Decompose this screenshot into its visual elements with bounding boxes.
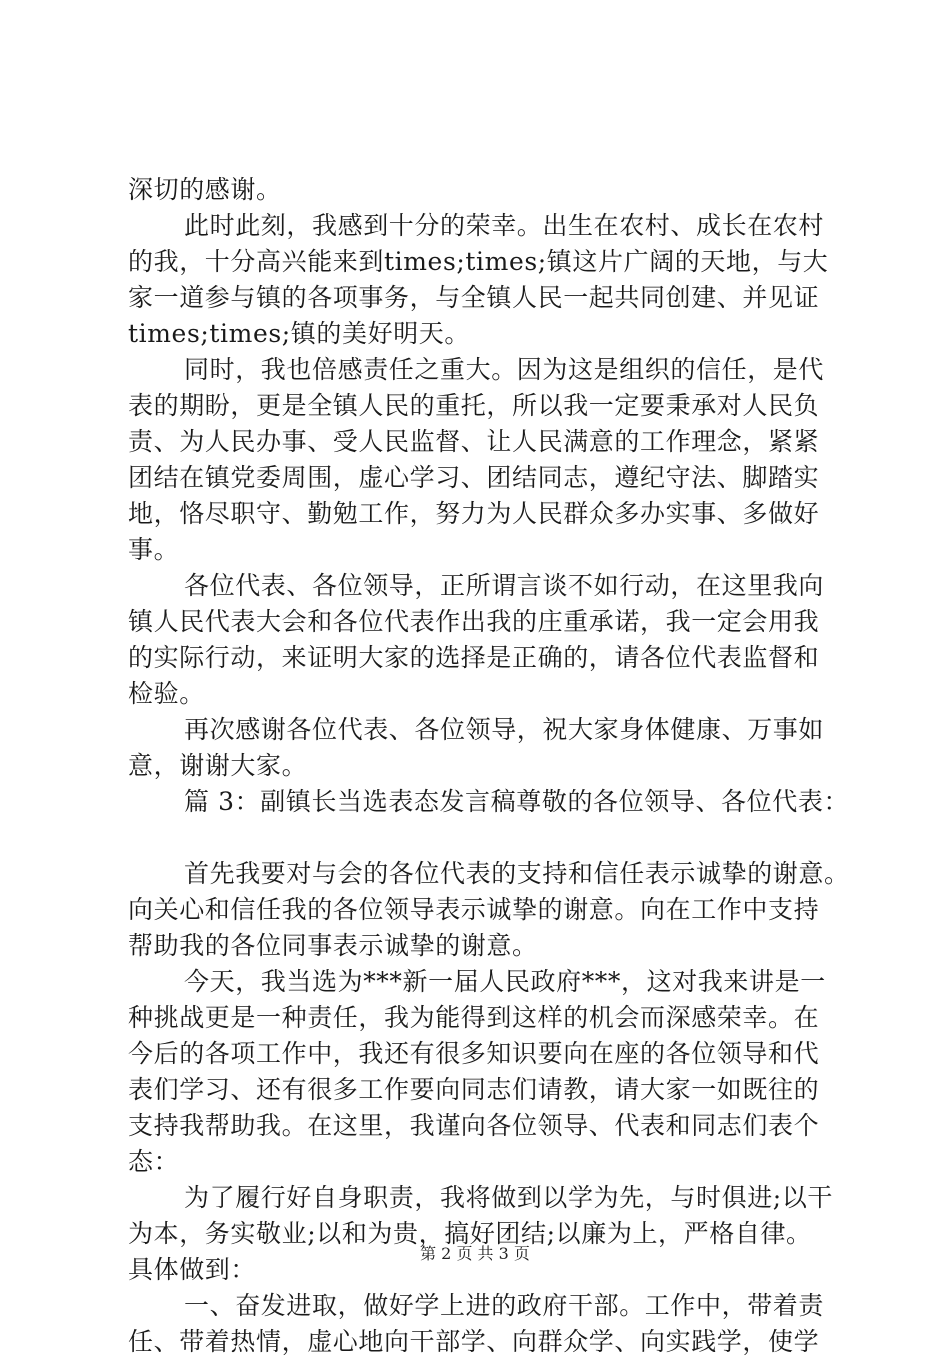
text-line: 态： (128, 1147, 180, 1176)
text-line: 同时，我也倍感责任之重大。因为这是组织的信任，是代 (184, 355, 825, 384)
page-number-footer: 第 2 页 共 3 页 (420, 1244, 530, 1263)
text-line: 事。 (128, 535, 180, 564)
text-line: 各位代表、各位领导，正所谓言谈不如行动，在这里我向 (184, 571, 825, 600)
text-line: 今天，我当选为***新一届人民政府***，这对我来讲是一 (184, 967, 826, 996)
text-line: 深切的感谢。 (128, 175, 282, 204)
text-line: 首先我要对与会的各位代表的支持和信任表示诚挚的谢意。 (184, 859, 850, 888)
text-line: 家一道参与镇的各项事务，与全镇人民一起共同创建、并见证 (128, 283, 820, 312)
text-line: 支持我帮助我。在这里，我谨向各位领导、代表和同志们表个 (128, 1111, 820, 1140)
text-line: 任、带着热情，虚心地向干部学、向群众学、向实践学，使学 (128, 1327, 820, 1356)
text-line: 表们学习、还有很多工作要向同志们请教，请大家一如既往的 (128, 1075, 820, 1104)
text-line: 地，恪尽职守、勤勉工作，努力为人民群众多办实事、多做好 (128, 499, 820, 528)
text-line: 责、为人民办事、受人民监督、让人民满意的工作理念，紧紧 (128, 427, 820, 456)
text-line: 为本，务实敬业;以和为贵，搞好团结;以廉为上，严格自律。 (128, 1219, 812, 1248)
text-line: 意，谢谢大家。 (128, 751, 308, 780)
text-line: times;times;镇的美好明天。 (128, 319, 470, 348)
text-line: 检验。 (128, 679, 205, 708)
text-line: 表的期盼，更是全镇人民的重托，所以我一定要秉承对人民负 (128, 391, 820, 420)
text-line: 再次感谢各位代表、各位领导，祝大家身体健康、万事如 (184, 715, 825, 744)
text-line: 种挑战更是一种责任，我为能得到这样的机会而深感荣幸。在 (128, 1003, 820, 1032)
text-line: 镇人民代表大会和各位代表作出我的庄重承诺，我一定会用我 (128, 607, 820, 636)
text-line: 具体做到： (128, 1255, 257, 1284)
text-line: 的我，十分高兴能来到times;times;镇这片广阔的天地，与大 (128, 247, 829, 276)
section-heading: 篇 3：副镇长当选表态发言稿尊敬的各位领导、各位代表： (184, 787, 850, 816)
text-line: 此时此刻，我感到十分的荣幸。出生在农村、成长在农村 (184, 211, 825, 240)
text-line: 向关心和信任我的各位领导表示诚挚的谢意。向在工作中支持 (128, 895, 820, 924)
text-line: 的实际行动，来证明大家的选择是正确的，请各位代表监督和 (128, 643, 820, 672)
text-line: 今后的各项工作中，我还有很多知识要向在座的各位领导和代 (128, 1039, 820, 1068)
text-line: 团结在镇党委周围，虚心学习、团结同志，遵纪守法、脚踏实 (128, 463, 820, 492)
text-line: 为了履行好自身职责，我将做到以学为先，与时俱进;以干 (184, 1183, 834, 1212)
text-line: 帮助我的各位同事表示诚挚的谢意。 (128, 931, 538, 960)
text-line: 一、奋发进取，做好学上进的政府干部。工作中，带着责 (184, 1291, 825, 1320)
